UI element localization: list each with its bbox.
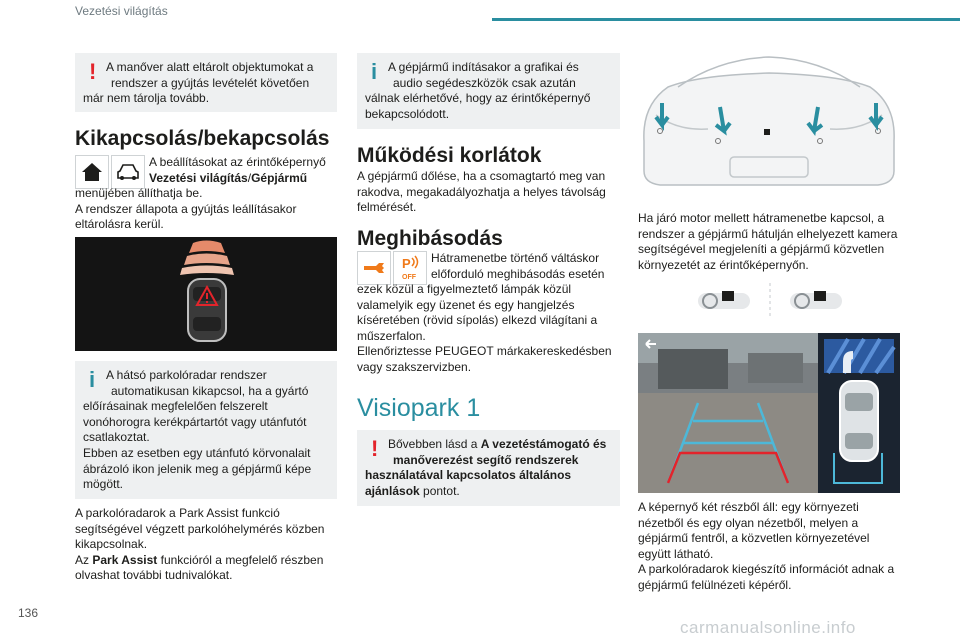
note-line: [365, 453, 610, 469]
text-line: segítségével megjeleníti a gépjármű közvetlen: [638, 242, 885, 257]
reference-title: használatával kapcsolatos általános: [365, 468, 572, 483]
text-line: gépjármű felülnézeti képéről.: [638, 577, 792, 592]
text-line: A képernyő két részből áll: egy környezeti: [638, 500, 859, 514]
function-name: Park Assist: [92, 552, 158, 567]
warning-note: [357, 430, 620, 506]
text-span: Az: [75, 552, 93, 567]
wrench-icon: [357, 251, 391, 285]
fault-text-b: [357, 282, 620, 376]
text-line: rakodva, megakadályozhatja a helyes távolság: [357, 184, 606, 199]
text-line: ezek közül a figyelmeztető lámpák közül: [357, 282, 572, 296]
text-span: Bővebben lásd a: [388, 437, 481, 451]
text-line: [149, 171, 339, 187]
camera-text: [638, 211, 900, 273]
text-line: A parkolóradarok a Park Assist funkció: [75, 506, 280, 520]
text-line: A rendszer állapota a gyújtás leállításakor: [75, 201, 297, 216]
text-line: gépjármű fentről, a közvetlen környezetével: [638, 531, 870, 546]
text-line: A beállításokat az érintőképernyő: [149, 155, 326, 169]
running-header: Vezetési világítás: [75, 4, 168, 18]
menu-name: Gépjármű: [251, 170, 308, 185]
info-note: [357, 53, 620, 129]
note-line: ábrázoló ikon jelenik meg a gépjármű képe: [83, 461, 312, 476]
warning-note: [75, 53, 337, 112]
text-line: A parkolóradarok kiegészítő információt adnak a: [638, 562, 895, 577]
text-line: felmérését.: [357, 200, 417, 215]
text-span: funkcióról a megfelelő részben: [157, 552, 324, 567]
text-line: olvashat további tudnivalókat.: [75, 568, 233, 583]
note-line: A gépjármű indításakor a grafikai és: [388, 60, 579, 74]
car-icon: [111, 155, 145, 189]
warning-exclamation-icon: !: [371, 436, 379, 461]
note-line: [365, 468, 610, 484]
parking-radar-display-image: [75, 237, 337, 351]
info-note: [75, 361, 337, 499]
text-line: valamelyik egy üzenet és egy hangjelzés: [357, 297, 575, 312]
separator: /: [247, 170, 252, 185]
watermark: carmanualsonline.info: [680, 618, 856, 637]
reference-title: ajánlások: [365, 483, 420, 498]
screen-text: [638, 500, 900, 594]
text-line: kikapcsolnak.: [75, 537, 148, 552]
menu-name: Vezetési világítás: [149, 170, 248, 185]
note-line: [365, 437, 610, 453]
text-line: Ellenőriztesse PEUGEOT márkakereskedésben: [357, 344, 612, 359]
text-line: környezetét az érintőképernyőn.: [638, 257, 809, 272]
text-line: Hátramenetbe történő váltáskor: [431, 251, 600, 265]
header-accent-bar: [492, 18, 960, 21]
text-line: kíséretében (rövid sípolás) elkezd világítani a: [357, 313, 598, 328]
note-line: vonóhorogra kerékpártartót vagy utánfutót: [83, 414, 307, 429]
note-line: rendszer a gyújtás levételét követően: [111, 75, 310, 90]
home-icon: [75, 155, 109, 189]
text-line: műszerfalon.: [357, 328, 426, 343]
text-line: előforduló meghibásodás esetén: [431, 266, 605, 281]
text-line: együtt látható.: [638, 546, 714, 561]
text-line: eltárolásra kerül.: [75, 217, 164, 232]
section-heading-limits: Működési korlátok: [357, 144, 542, 167]
page-number: 136: [18, 606, 39, 620]
reference-title: manőverezést segítő rendszerek: [393, 452, 579, 467]
svg-text:P: P: [402, 256, 411, 271]
info-icon: i: [89, 367, 96, 392]
note-line: Ebben az esetben egy utánfutó körvonalait: [83, 445, 311, 460]
park-sensor-off-icon: [393, 251, 427, 285]
park-assist-text: [75, 506, 337, 584]
info-icon: i: [371, 59, 378, 84]
text-line: vagy szakszervizben.: [357, 359, 472, 374]
rear-camera-screen-image: [638, 333, 900, 493]
settings-text-a: [149, 155, 339, 186]
reference-title: A vezetéstámogató és: [480, 437, 607, 451]
note-line: válnak elérhetővé, hogy az érintőképernyő: [365, 91, 591, 106]
text-line: menüjében állíthatja be.: [75, 186, 203, 200]
off-label: OFF: [402, 274, 416, 281]
settings-text-b: [75, 186, 337, 233]
text-span: pontot.: [419, 483, 460, 498]
fault-text-a: [431, 251, 623, 282]
note-line: [365, 484, 610, 500]
text-line: Ha járó motor mellett hátramenetbe kapcsol, a: [638, 211, 885, 225]
note-line: audio segédeszközök csak azután: [393, 75, 576, 90]
note-line: bekapcsolódott.: [365, 106, 450, 121]
note-line: már nem tárolja tovább.: [83, 91, 210, 106]
text-line: rendszer a gépjármű hátulján elhelyezett kamera: [638, 226, 898, 241]
note-line: A hátsó parkolóradar rendszer: [106, 368, 267, 382]
note-line: A manőver alatt eltárolt objektumokat a: [106, 60, 314, 74]
note-line: mögött.: [83, 477, 124, 492]
limits-text: [357, 169, 620, 216]
section-heading-visiopark: Visiopark 1: [357, 394, 481, 422]
warning-exclamation-icon: !: [89, 59, 97, 84]
text-line: segítségével végzett parkolóhelymérés közben: [75, 521, 325, 536]
section-heading-switch: Kikapcsolás/bekapcsolás: [75, 127, 330, 150]
note-line: előírásainak megfelelően felszerelt: [83, 399, 268, 414]
text-line: A gépjármű dőlése, ha a csomagtartó meg van: [357, 169, 606, 183]
text-line: nézetből és egy olyan nézetből, melyen a: [638, 515, 859, 530]
car-rear-camera-illustration: [638, 45, 900, 195]
section-heading-fault: Meghibásodás: [357, 227, 503, 250]
note-line: csatlakoztat.: [83, 430, 150, 445]
camera-position-icons: [690, 283, 850, 319]
text-line: [75, 553, 337, 569]
note-line: automatikusan kikapcsol, ha a gyártó: [111, 383, 309, 398]
